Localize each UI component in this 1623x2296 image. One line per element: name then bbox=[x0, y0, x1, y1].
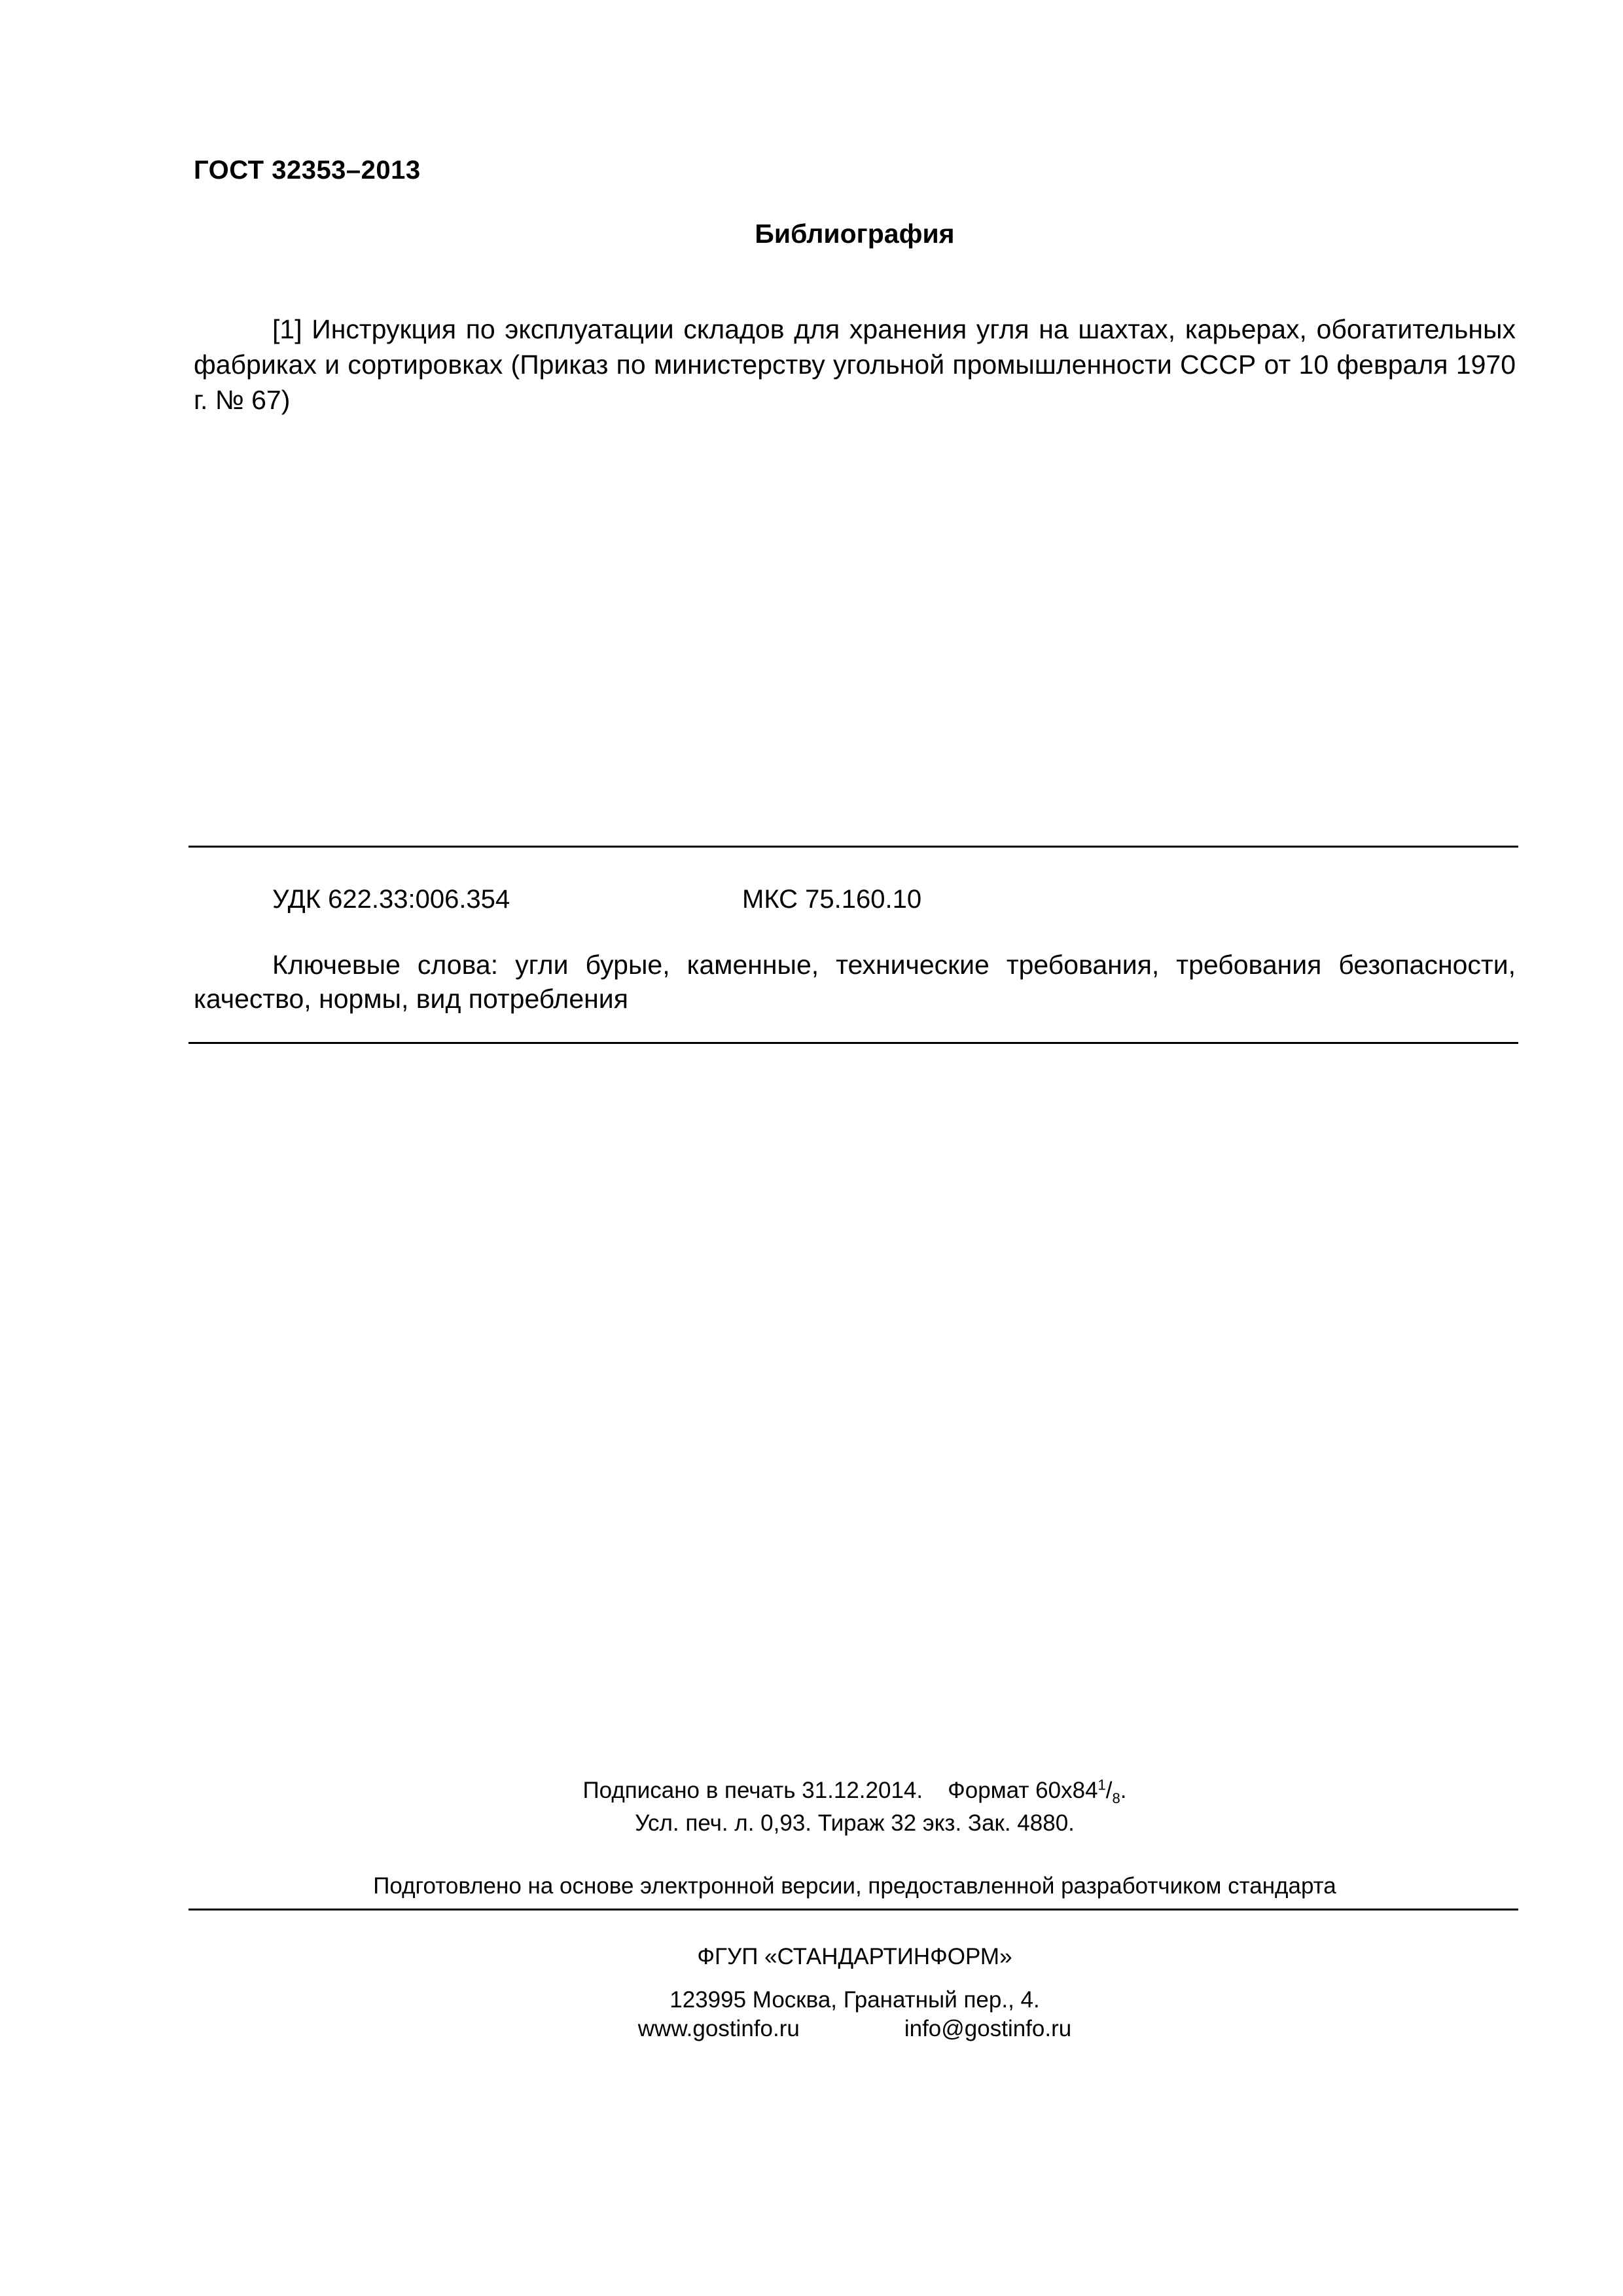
keywords: Ключевые слова: угли бурые, каменные, технические требования, требования безопасности, качество, нормы, вид потребления bbox=[194, 950, 1516, 1014]
bibliography-title: Библиография bbox=[755, 219, 955, 249]
email-link[interactable]: info@gostinfo.ru bbox=[904, 2016, 1072, 2041]
divider-top bbox=[188, 846, 1518, 848]
bibliography-entry-text: Инструкция по эксплуатации складов для хранения угля на шахтах, карьерах, обогатительных фабриках и сортировках (Приказ по министерству угольной промышленности СССР от 10 февраля 1970 г. № 67) bbox=[194, 314, 1516, 415]
document-id: ГОСТ 32353–2013 bbox=[194, 156, 421, 185]
bibliography-entry bbox=[194, 312, 1516, 418]
divider-bottom bbox=[188, 1909, 1518, 1910]
mks-code: МКС 75.160.10 bbox=[742, 885, 922, 914]
imprint-signed-line bbox=[194, 1775, 1516, 1806]
publisher-contacts bbox=[194, 2013, 1516, 2045]
signed-date: Подписано в печать 31.12.2014. bbox=[582, 1778, 923, 1803]
divider-middle bbox=[188, 1042, 1518, 1044]
website-link[interactable]: www.gostinfo.ru bbox=[637, 2016, 800, 2041]
publisher-name: ФГУП «СТАНДАРТИНФОРМ» bbox=[697, 1944, 1012, 1969]
prepared-note: Подготовлено на основе электронной версии, предоставленной разработчиком стандарта bbox=[373, 1873, 1336, 1899]
publisher-address: 123995 Москва, Гранатный пер., 4. bbox=[669, 1987, 1040, 2013]
print-details: Усл. печ. л. 0,93. Тираж 32 экз. Зак. 4880. bbox=[635, 1810, 1075, 1836]
paper-format: Формат $60x84^1/_8$. bbox=[948, 1776, 1127, 1806]
bibliography-entry-number: [1] bbox=[272, 314, 302, 344]
udc-code: УДК 622.33:006.354 bbox=[272, 885, 510, 914]
